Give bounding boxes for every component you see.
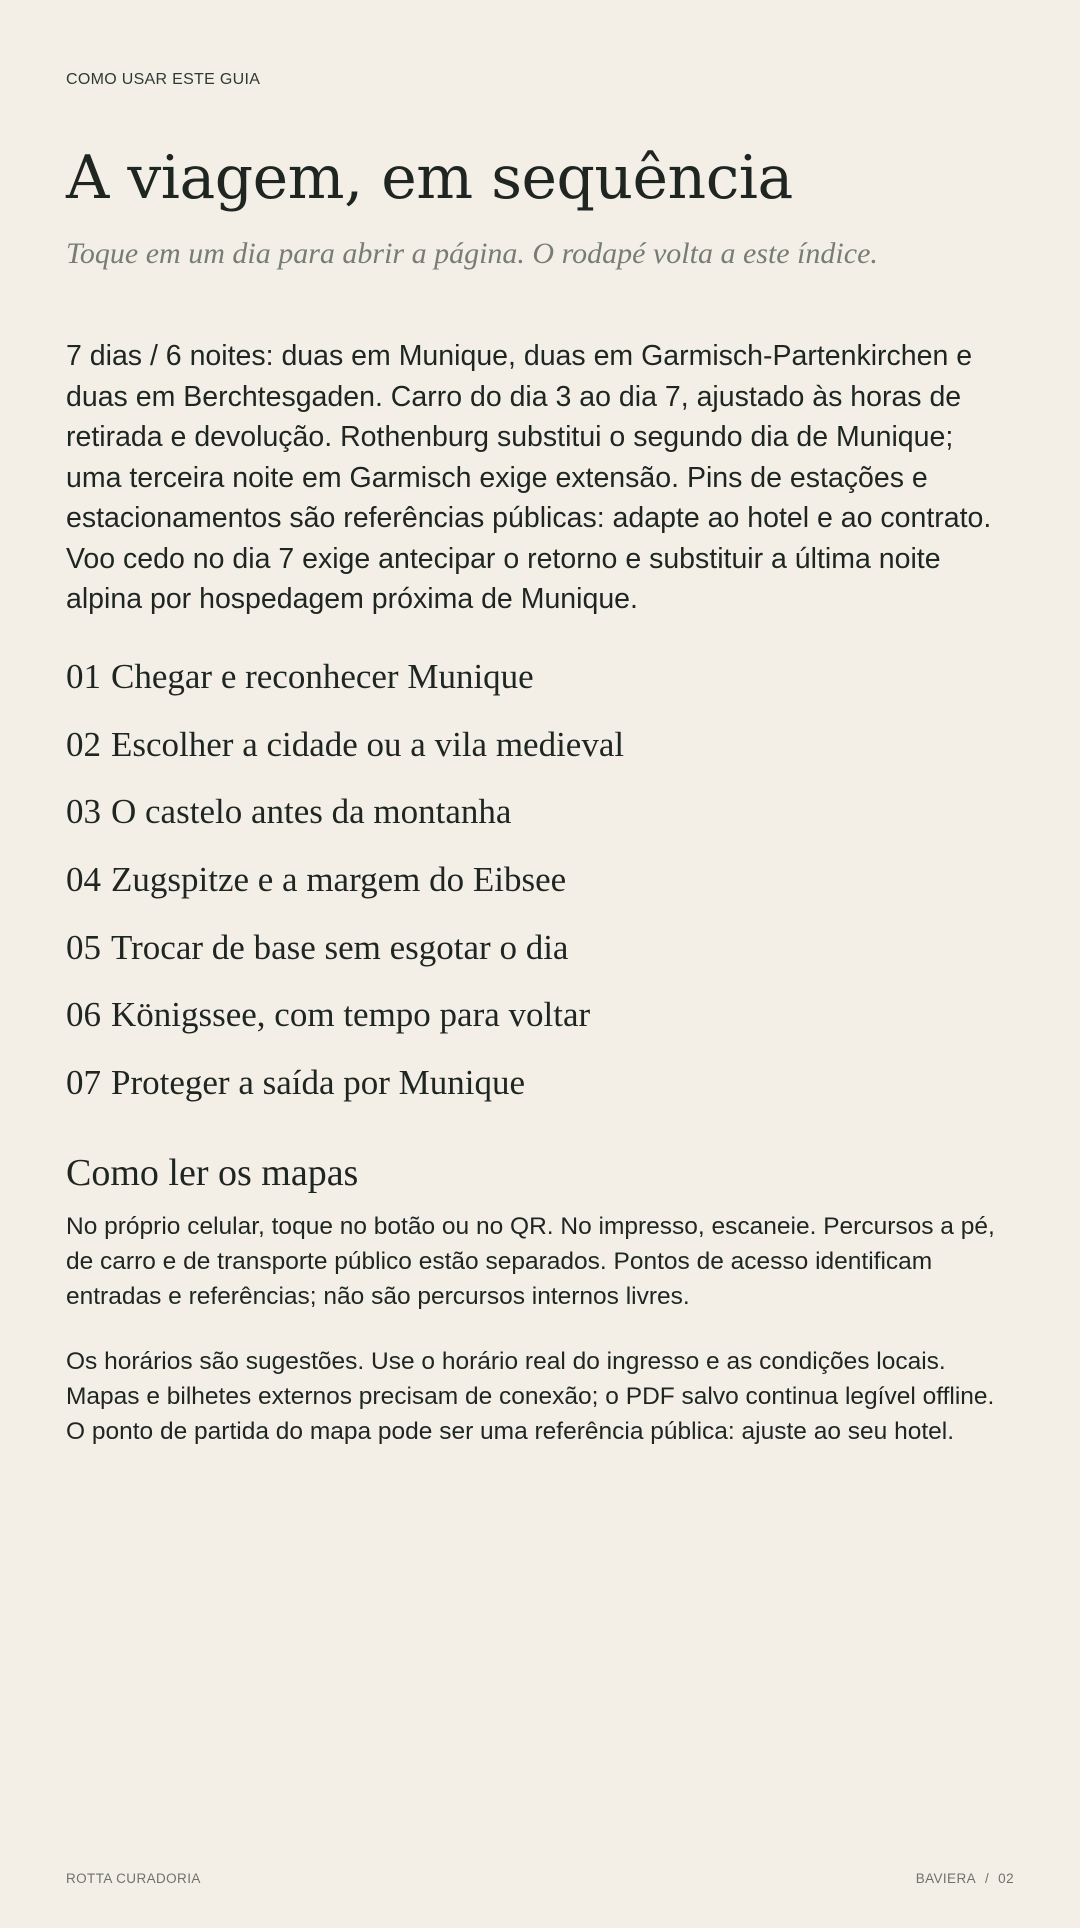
day-link-03[interactable] [66,788,624,856]
day-number: 05 [66,927,101,967]
page-subtitle: Toque em um dia para abrir a página. O rodapé volta a este índice. [66,237,878,270]
footer-section: BAVIERA [915,1871,977,1886]
footer-separator: / [985,1871,990,1886]
day-number: 06 [66,995,101,1035]
day-link-06[interactable] [66,991,624,1059]
day-number: 02 [66,724,101,764]
day-number: 07 [66,1063,101,1103]
page-footer [66,1871,1014,1886]
day-link-04[interactable] [66,856,624,924]
day-title: Proteger a saída por Munique [111,1063,526,1103]
guide-page [66,0,1014,1928]
footer-back-to-index[interactable] [916,1871,1014,1886]
day-link-05[interactable] [66,924,624,992]
day-number: 04 [66,860,101,900]
page-title: A viagem, em sequência [66,143,793,213]
footer-brand: ROTTA CURADORIA [66,1871,201,1886]
maps-paragraph: No próprio celular, toque no botão ou no QR. No impresso, escaneie. Percursos a pé, de carro e de transporte público estão separados. Pontos de acesso identificam entradas e referências; não são percursos internos livres. [66,1213,995,1310]
day-link-07[interactable] [66,1059,624,1127]
trip-summary: 7 dias / 6 noites: duas em Munique, duas em Garmisch-Partenkirchen e duas em Berchtesgaden. Carro do dia 3 ao dia 7, ajustado às horas de retirada e devolução. Rothenburg substitui o segundo dia de Munique; uma terceira noite em Garmisch exige extensão. Pins de estações e estacionamentos são referências públicas: adapte ao hotel e ao contrato. Voo cedo no dia 7 exige antecipar o retorno e substituir a última noite alpina por hospedagem próxima de Munique. [66,340,992,615]
section-kicker: COMO USAR ESTE GUIA [66,71,261,88]
footer-page-number: 02 [998,1871,1014,1886]
day-number: 01 [66,657,101,696]
schedule-paragraph: Os horários são sugestões. Use o horário real do ingresso e as condições locais. Mapas e bilhetes externos precisam de conexão; o PDF salvo continua legível offline. O ponto de partida do mapa pode ser uma referência pública: ajuste ao seu hotel. [66,1348,995,1445]
maps-section-title: Como ler os mapas [66,1152,359,1194]
day-title: Königssee, com tempo para voltar [111,995,591,1035]
day-title: Zugspitze e a margem do Eibsee [111,860,567,900]
day-title: Trocar de base sem esgotar o dia [111,927,569,967]
day-title: O castelo antes da montanha [111,792,512,832]
day-link-02[interactable] [66,721,624,789]
day-title: Chegar e reconhecer Munique [111,657,534,696]
day-number: 03 [66,792,101,832]
day-link-01[interactable] [66,653,624,721]
day-index [66,653,624,1127]
day-title: Escolher a cidade ou a vila medieval [111,724,625,764]
